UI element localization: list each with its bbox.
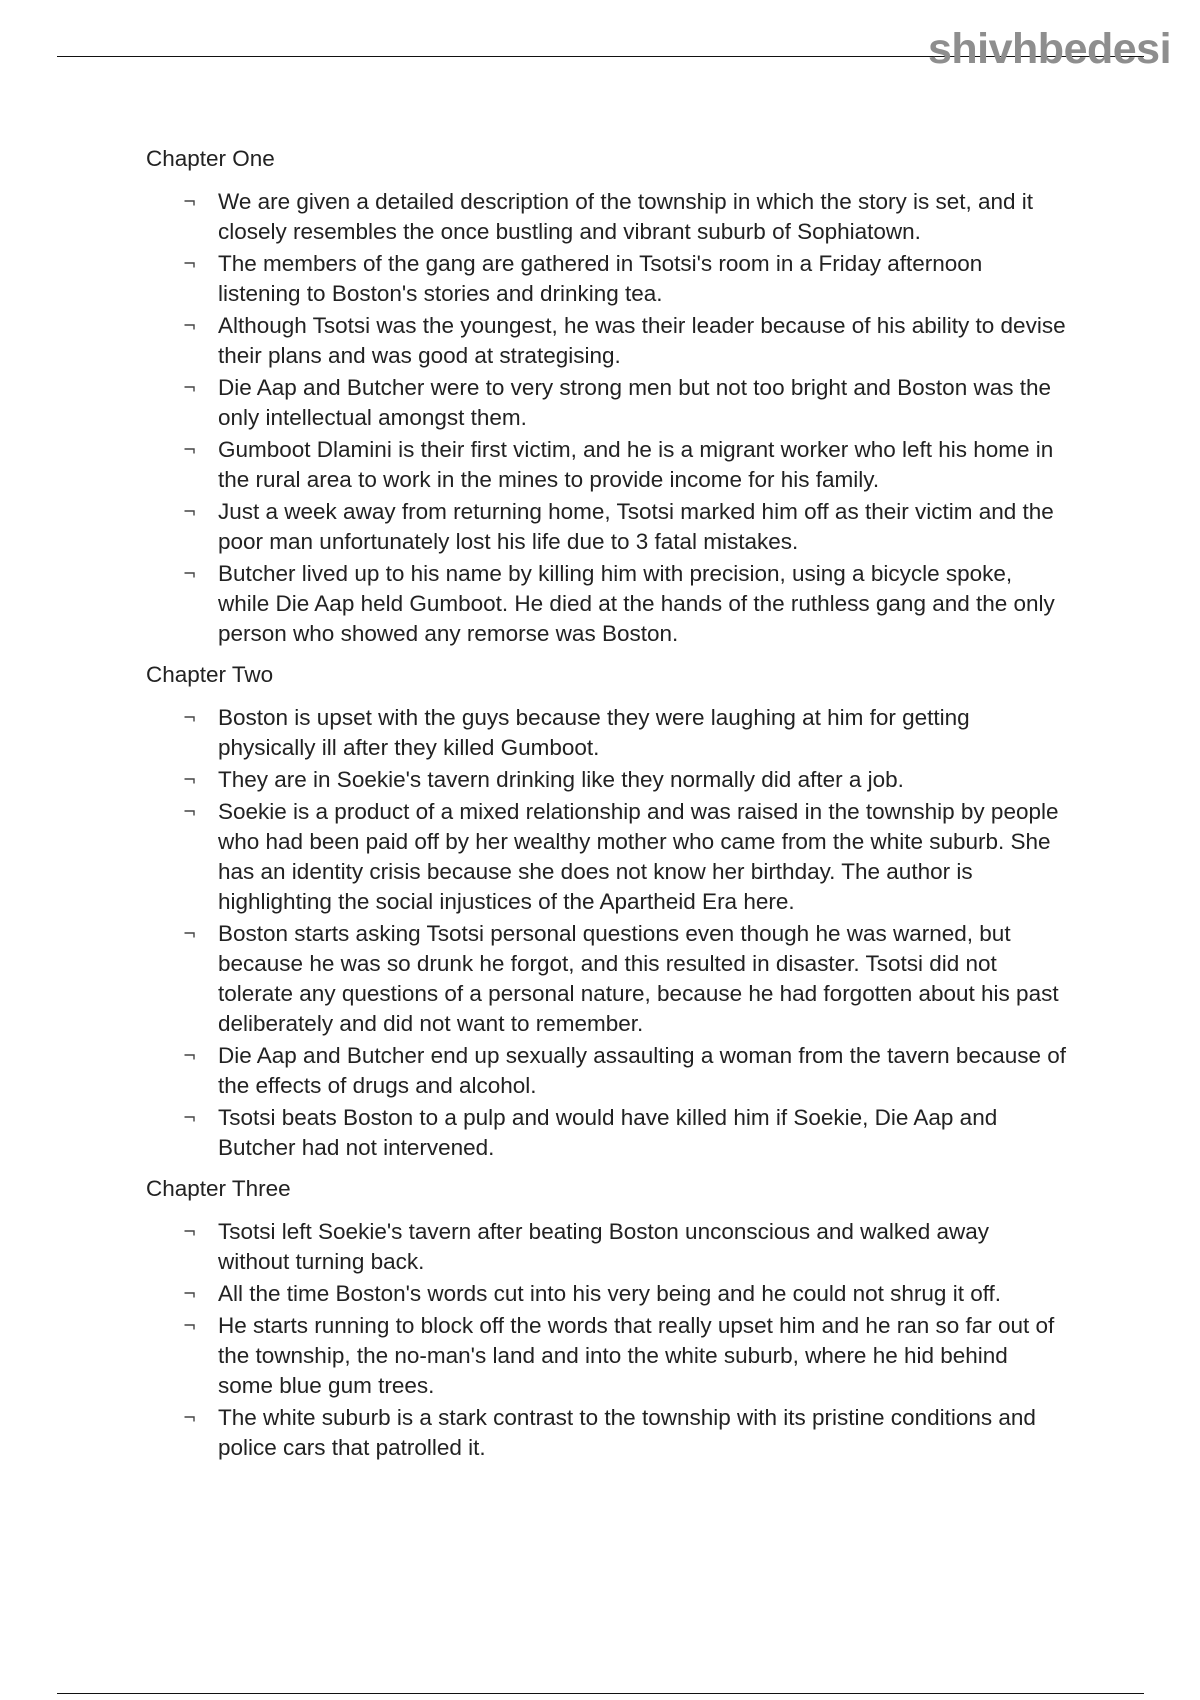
not-sign-bullet-icon	[184, 716, 195, 722]
not-sign-bullet-icon	[184, 932, 195, 938]
list-item	[146, 435, 1066, 495]
list-item	[146, 187, 1066, 247]
chapter-heading: Chapter Three	[146, 1176, 291, 1201]
bullet-text: Boston is upset with the guys because they were laughing at him for getting physically ill after they killed Gumboot.	[218, 705, 970, 760]
not-sign-bullet-icon	[184, 778, 195, 784]
list-item	[146, 1311, 1066, 1401]
footer-rule	[57, 1693, 1144, 1694]
list-item	[146, 703, 1066, 763]
list-item	[146, 1103, 1066, 1163]
list-item	[146, 1217, 1066, 1277]
bullet-text: He starts running to block off the words that really upset him and he ran so far out of the township, the no-man's land and into the white suburb, where he hid behind some blue gum trees.	[218, 1313, 1055, 1398]
bullet-text: Die Aap and Butcher were to very strong men but not too bright and Boston was the only intellectual amongst them.	[218, 375, 1051, 430]
list-item	[146, 373, 1066, 433]
not-sign-bullet-icon	[184, 1230, 195, 1236]
list-item	[146, 1279, 1066, 1309]
bullet-text: Die Aap and Butcher end up sexually assaulting a woman from the tavern because of the effects of drugs and alcohol.	[218, 1043, 1067, 1098]
bullet-text: The white suburb is a stark contrast to the township with its pristine conditions and police cars that patrolled it.	[218, 1405, 1036, 1460]
bullet-text: Gumboot Dlamini is their first victim, and he is a migrant worker who left his home in the rural area to work in the mines to provide income for his family.	[218, 437, 1054, 492]
list-item	[146, 311, 1066, 371]
bullet-text: The members of the gang are gathered in Tsotsi's room in a Friday afternoon listening to Boston's stories and drinking tea.	[218, 251, 983, 306]
chapter-bullet-list	[146, 187, 1066, 649]
not-sign-bullet-icon	[184, 448, 195, 454]
not-sign-bullet-icon	[184, 200, 195, 206]
not-sign-bullet-icon	[184, 1324, 195, 1330]
list-item	[146, 1041, 1066, 1101]
list-item	[146, 919, 1066, 1039]
bullet-text: Just a week away from returning home, Tsotsi marked him off as their victim and the poor man unfortunately lost his life due to 3 fatal mistakes.	[218, 499, 1054, 554]
bullet-text: Butcher lived up to his name by killing him with precision, using a bicycle spoke, while Die Aap held Gumboot. He died at the hands of the ruthless gang and the only person who showed any remorse was Boston.	[218, 561, 1055, 646]
chapter-bullet-list	[146, 1217, 1066, 1463]
list-item	[146, 559, 1066, 649]
not-sign-bullet-icon	[184, 1416, 195, 1422]
not-sign-bullet-icon	[184, 510, 195, 516]
chapter-heading: Chapter Two	[146, 662, 274, 687]
document-body	[146, 143, 1066, 1465]
not-sign-bullet-icon	[184, 1116, 195, 1122]
chapter-heading: Chapter One	[146, 146, 275, 171]
not-sign-bullet-icon	[184, 324, 195, 330]
chapter-bullet-list	[146, 703, 1066, 1163]
not-sign-bullet-icon	[184, 810, 195, 816]
bullet-text: Tsotsi beats Boston to a pulp and would have killed him if Soekie, Die Aap and Butcher had not intervened.	[218, 1105, 998, 1160]
bullet-text: Boston starts asking Tsotsi personal questions even though he was warned, but because he was so drunk he forgot, and this resulted in disaster. Tsotsi did not tolerate any questions of a personal nature, because he had forgotten about his past deliberately and did not want to remember.	[218, 921, 1059, 1036]
list-item	[146, 1403, 1066, 1463]
list-item	[146, 249, 1066, 309]
bullet-text: Soekie is a product of a mixed relationship and was raised in the township by people who had been paid off by her wealthy mother who came from the white suburb. She has an identity crisis because she does not know her birthday. The author is highlighting the social injustices of the Apartheid Era here.	[218, 799, 1059, 914]
bullet-text: Although Tsotsi was the youngest, he was their leader because of his ability to devise their plans and was good at strategising.	[218, 313, 1066, 368]
not-sign-bullet-icon	[184, 572, 195, 578]
bullet-text: All the time Boston's words cut into his very being and he could not shrug it off.	[218, 1281, 1002, 1306]
list-item	[146, 765, 1066, 795]
not-sign-bullet-icon	[184, 386, 195, 392]
bullet-text: They are in Soekie's tavern drinking like they normally did after a job.	[218, 767, 904, 792]
watermark: shivhbedesi	[928, 25, 1172, 73]
list-item	[146, 797, 1066, 917]
not-sign-bullet-icon	[184, 1054, 195, 1060]
not-sign-bullet-icon	[184, 1292, 195, 1298]
bullet-text: We are given a detailed description of the township in which the story is set, and it closely resembles the once bustling and vibrant suburb of Sophiatown.	[218, 189, 1034, 244]
not-sign-bullet-icon	[184, 262, 195, 268]
bullet-text: Tsotsi left Soekie's tavern after beating Boston unconscious and walked away without turning back.	[218, 1219, 989, 1274]
list-item	[146, 497, 1066, 557]
